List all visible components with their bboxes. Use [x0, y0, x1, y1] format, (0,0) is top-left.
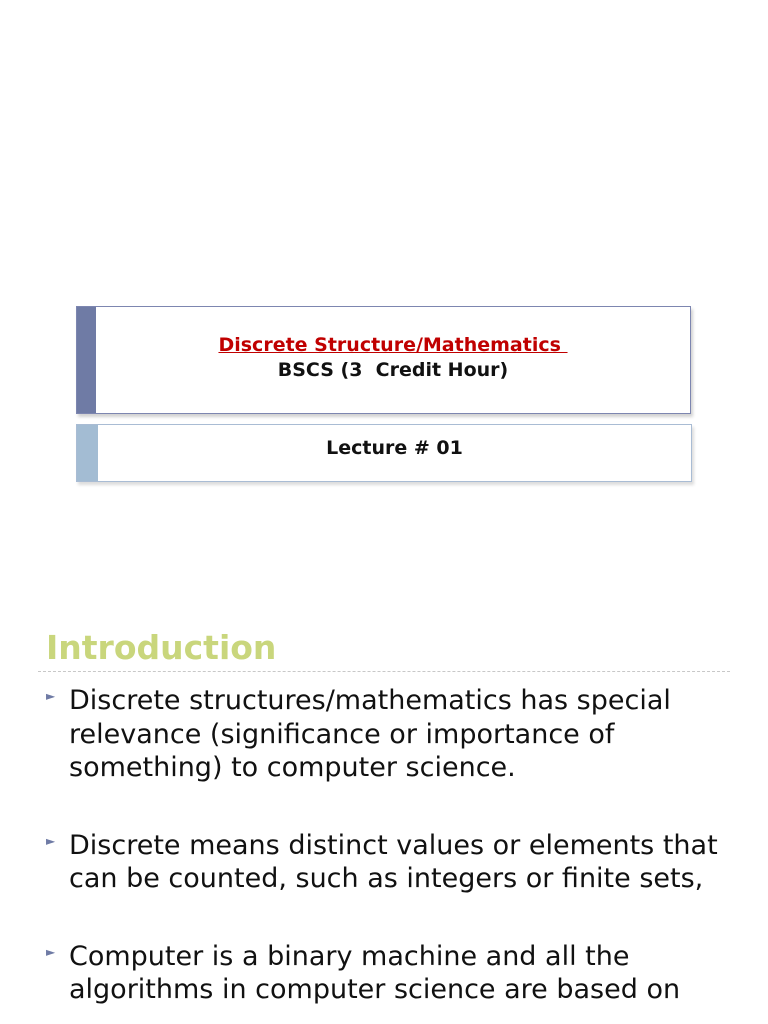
title-card-accent-bar [77, 307, 96, 413]
bullet-text: Discrete means distinct values or elements that can be counted, such as integers or finite sets, [69, 829, 718, 894]
lecture-card [76, 424, 692, 482]
bullet-item [0, 829, 768, 896]
course-title: Discrete Structure/Mathematics [218, 334, 568, 356]
bullet-item [0, 940, 768, 1007]
course-subtitle: BSCS (3 Credit Hour) [277, 359, 509, 381]
triangle-right-icon: ► [46, 689, 56, 703]
triangle-right-icon: ► [46, 944, 56, 959]
bullet-text: Discrete structures/mathematics has special relevance (significance or importance of something) to computer science. [69, 685, 671, 783]
lecture-card-accent-bar [77, 425, 98, 481]
bullet-text: Computer is a binary machine and all the algorithms in computer science are based on [69, 940, 681, 1005]
heading-divider [38, 671, 730, 672]
title-card-content [96, 333, 690, 383]
title-card [76, 306, 691, 414]
section-heading: Introduction [46, 628, 277, 667]
triangle-right-icon: ► [46, 833, 56, 848]
bullet-item [0, 684, 768, 785]
bullet-list [0, 684, 768, 1007]
lecture-number: Lecture # 01 [326, 437, 463, 459]
